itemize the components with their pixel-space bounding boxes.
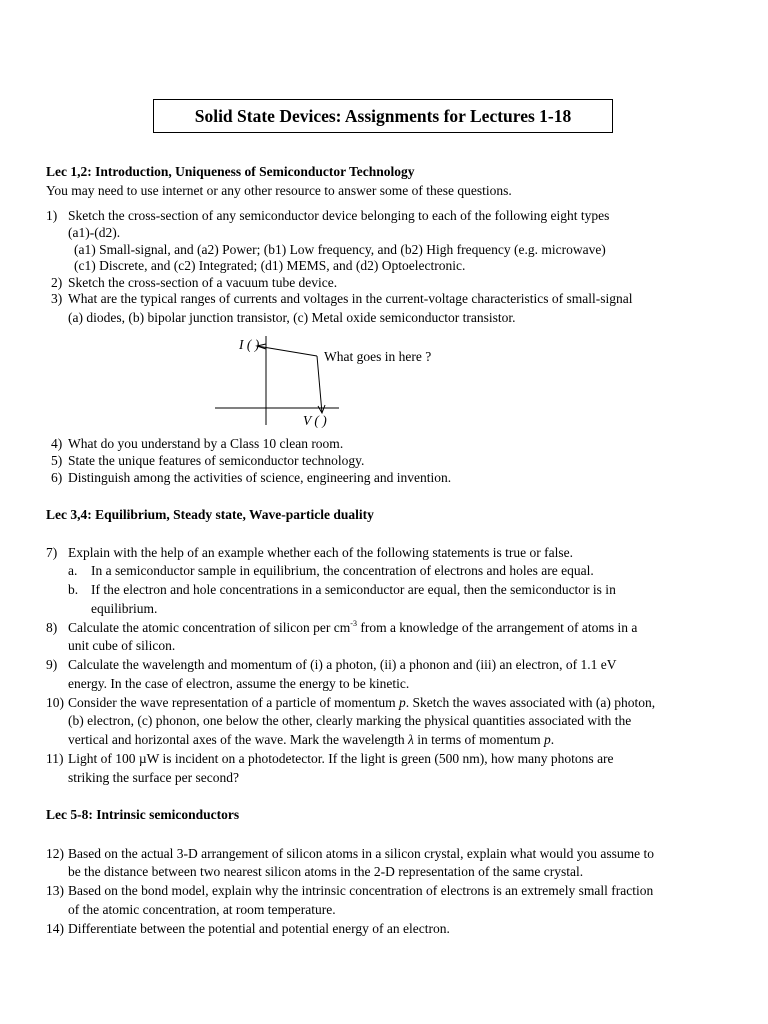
question-text: (a1)-(d2). <box>68 225 121 240</box>
question-text: Sketch the cross-section of a vacuum tube device. <box>68 275 338 290</box>
question-text: Calculate the atomic concentration of silicon per $cm^{-3}$ from a knowledge of the arrangement of atoms in a <box>68 619 638 635</box>
question-text: Consider the wave representation of a particle of momentum p. Sketch the waves associated with (a) photon, <box>68 695 656 710</box>
section-note: You may need to use internet or any other resource to answer some of these questions. <box>46 183 512 198</box>
iv-sketch <box>205 333 455 433</box>
question-number: 9) <box>46 657 58 672</box>
question-number: 8) <box>46 620 58 635</box>
sub-item-text: equilibrium. <box>91 601 158 616</box>
section-heading-lec-3-4: Lec 3,4: Equilibrium, Steady state, Wave-particle duality <box>46 507 374 522</box>
document-title: Solid State Devices: Assignments for Lectures 1-18 <box>153 99 613 133</box>
question-number: 5) <box>51 453 63 468</box>
question-number: 3) <box>51 291 63 306</box>
sub-item-text: In a semiconductor sample in equilibrium, the concentration of electrons and holes are equal. <box>91 563 594 578</box>
question-text: (b) electron, (c) phonon, one below the other, clearly marking the physical quantities associated with the <box>68 713 632 728</box>
question-text: Based on the bond model, explain why the intrinsic concentration of electrons is an extremely small fraction <box>68 883 654 898</box>
question-text: Based on the actual 3-D arrangement of silicon atoms in a silicon crystal, explain what would you assume to <box>68 846 654 861</box>
question-text: (c1) Discrete, and (c2) Integrated; (d1) MEMS, and (d2) Optoelectronic. <box>74 258 466 273</box>
question-number: 10) <box>46 695 64 710</box>
question-text: Differentiate between the potential and potential energy of an electron. <box>68 921 450 936</box>
section-heading-lec-1-2: Lec 1,2: Introduction, Uniqueness of Semiconductor Technology <box>46 164 415 179</box>
question-text: unit cube of silicon. <box>68 638 176 653</box>
sub-item-label: b. <box>68 582 79 597</box>
question-text: What are the typical ranges of currents and voltages in the current-voltage characteristics of small-signal <box>68 291 633 306</box>
question-number: 13) <box>46 883 64 898</box>
question-number: 7) <box>46 545 58 560</box>
question-number: 2) <box>51 275 63 290</box>
question-number: 11) <box>46 751 64 766</box>
section-heading-lec-5-8: Lec 5-8: Intrinsic semiconductors <box>46 807 240 822</box>
question-number: 4) <box>51 436 63 451</box>
question-text: What do you understand by a Class 10 clean room. <box>68 436 344 451</box>
question-text: vertical and horizontal axes of the wave. Mark the wavelength λ in terms of momentum p. <box>68 732 555 747</box>
voltage-axis-label: V ( ) <box>303 413 327 428</box>
sub-item-text: If the electron and hole concentrations in a semiconductor are equal, then the semiconductor is in <box>91 582 616 597</box>
question-text: of the atomic concentration, at room temperature. <box>68 902 336 917</box>
sub-item-label: a. <box>68 563 78 578</box>
question-text: Explain with the help of an example whether each of the following statements is true or false. <box>68 545 573 560</box>
question-text: State the unique features of semiconductor technology. <box>68 453 365 468</box>
question-number: 14) <box>46 921 64 936</box>
question-text: energy. In the case of electron, assume the energy to be kinetic. <box>68 676 410 691</box>
question-text: Sketch the cross-section of any semiconductor device belonging to each of the following eight types <box>68 208 610 223</box>
question-number: 12) <box>46 846 64 861</box>
question-text: be the distance between two nearest silicon atoms in the 2-D representation of the same crystal. <box>68 864 584 879</box>
question-number: 1) <box>46 208 58 223</box>
graph-callout: What goes in here ? <box>324 349 432 364</box>
question-text: (a1) Small-signal, and (a2) Power; (b1) Low frequency, and (b2) High frequency (e.g. microwave) <box>74 242 606 257</box>
question-text: (a) diodes, (b) bipolar junction transistor, (c) Metal oxide semiconductor transistor. <box>68 310 516 325</box>
question-number: 6) <box>51 470 63 485</box>
current-axis-label: I ( ) <box>239 337 260 352</box>
question-text: Light of 100 µW is incident on a photodetector. If the light is green (500 nm), how many photons are <box>68 751 614 766</box>
question-text: Calculate the wavelength and momentum of (i) a photon, (ii) a phonon and (iii) an electron, of 1.1 eV <box>68 657 617 672</box>
question-text: Distinguish among the activities of science, engineering and invention. <box>68 470 452 485</box>
question-text: striking the surface per second? <box>68 770 239 785</box>
